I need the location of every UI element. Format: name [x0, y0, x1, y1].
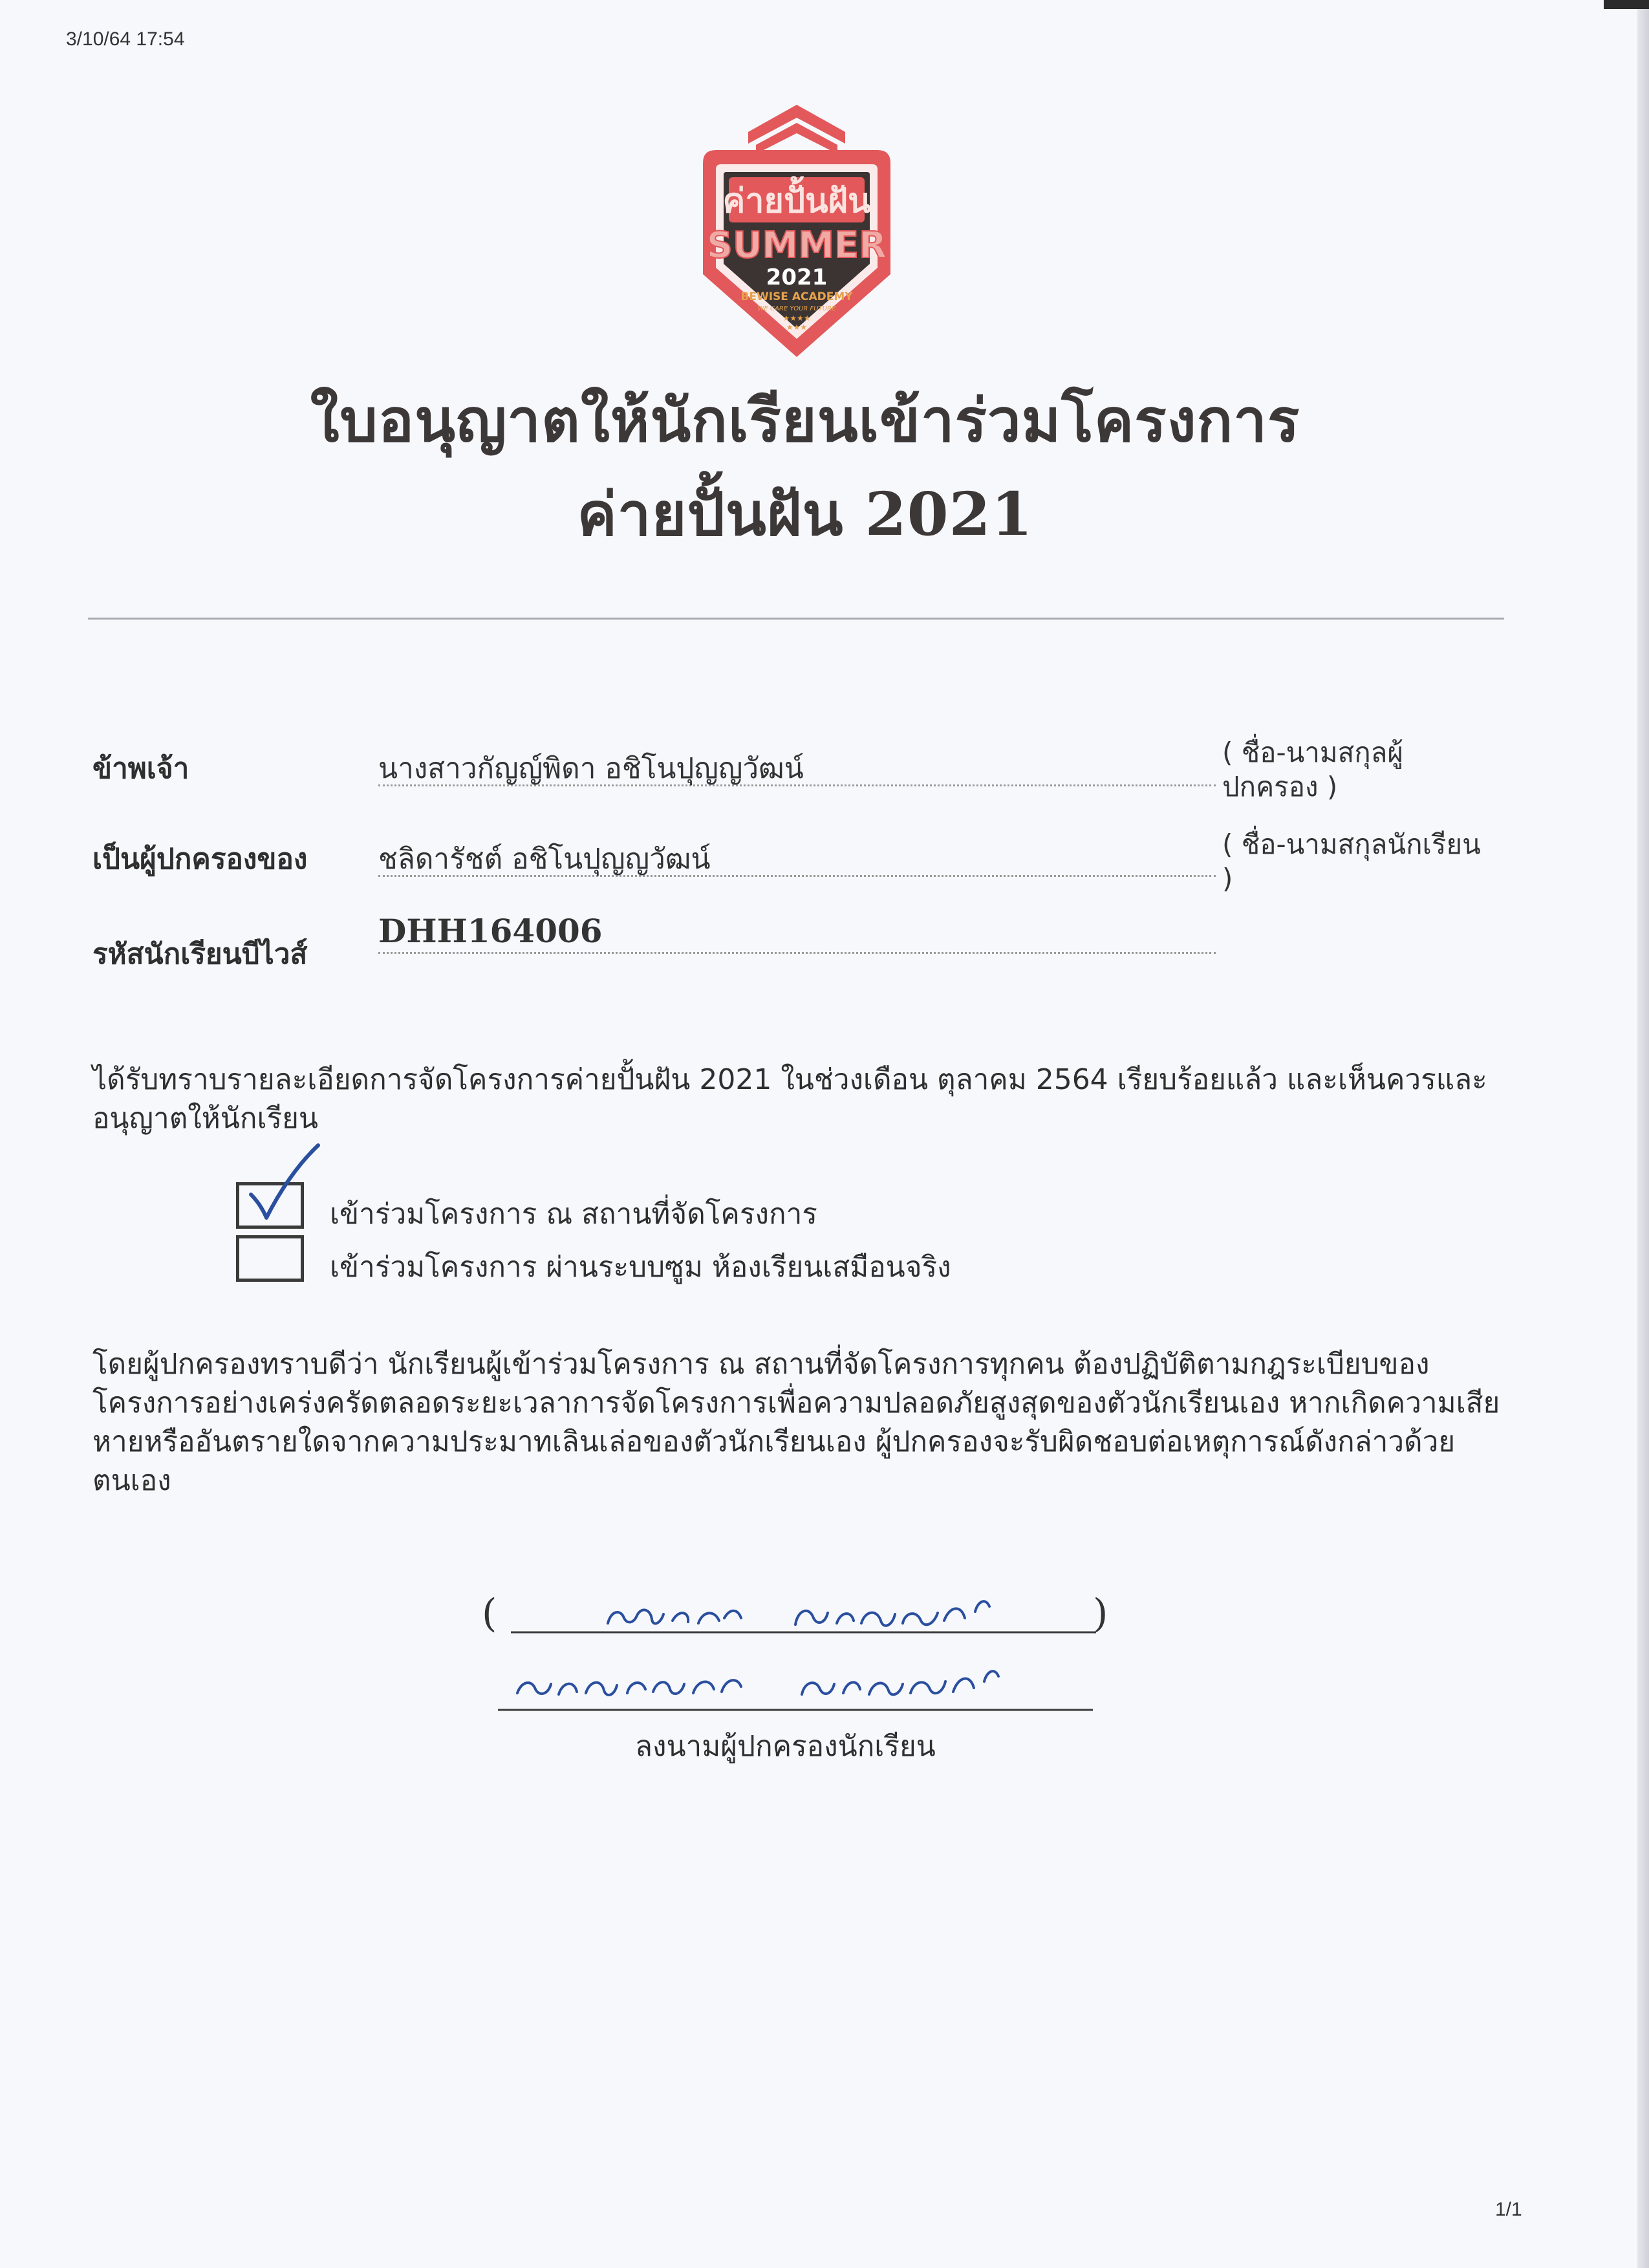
- signature-open-paren: (: [482, 1591, 497, 1636]
- handwritten-signature: [491, 1578, 1112, 1727]
- print-date: 3/10/64 17:54: [66, 28, 185, 50]
- scan-page-edge: [1637, 0, 1649, 2268]
- handwritten-check-icon: [246, 1141, 323, 1232]
- document-subtitle: ค่ายปั้นฝัน 2021: [577, 479, 1033, 549]
- consent-paragraph: ได้รับทราบรายละเอียดการจัดโครงการค่ายปั้นฝัน 2021 ในช่วงเดือน ตุลาคม 2564 เรียบร้อยแล้ว และเห็นควรและอนุญาตให้นักเรียน: [92, 1063, 1487, 1135]
- zoom-option-label: เข้าร่วมโครงการ ผ่านระบบซูม ห้องเรียนเสมือนจริง: [330, 1251, 951, 1284]
- logo-tagline-text: WE CARE YOUR FUTURE: [757, 305, 836, 312]
- guardian-name-field: นางสาวกัญญ์พิดา อชิโนปุญญวัฒน์: [378, 746, 1216, 786]
- signature-caption: ลงนามผู้ปกครองนักเรียน: [635, 1730, 936, 1763]
- logo-roof-icon: [748, 105, 845, 154]
- scan-corner-shadow: [1604, 0, 1649, 9]
- student-code-field: DHH164006: [378, 912, 1216, 954]
- student-note: ( ชื่อ-นามสกุลนักเรียน ): [1222, 828, 1481, 894]
- svg-text:★★★★: ★★★★: [782, 314, 811, 323]
- student-code-label: รหัสนักเรียนบีไวส์: [92, 938, 308, 971]
- logo-stars-icon: [782, 314, 810, 332]
- terms-paragraph: โดยผู้ปกครองทราบดีว่า นักเรียนผู้เข้าร่วมโครงการ ณ สถานที่จัดโครงการทุกคน ต้องปฏิบัติตามกฎระเบียบของโครงการอย่างเคร่งครัดตลอดระยะเวลาการจัดโครงการเพื่อความปลอดภัยสูงสุดของตัวนักเรียนเอง หากเกิดความเสียหายหรืออันตรายใดจากความประมาทเลินเล่อของตัวนักเรียนเอง ผู้ปกครองจะรับผิดชอบต่อเหตุการณ์ดังกล่าวด้วยตนเอง: [92, 1348, 1500, 1497]
- page-number: 1/1: [1495, 2199, 1522, 2220]
- onsite-option-label: เข้าร่วมโครงการ ณ สถานที่จัดโครงการ: [330, 1198, 817, 1231]
- guardian-note: ( ชื่อ-นามสกุลผู้ปกครอง ): [1222, 737, 1404, 803]
- student-label: เป็นผู้ปกครองของ: [92, 843, 308, 876]
- student-name-field: ชลิดารัชต์ อชิโนปุญญวัฒน์: [378, 836, 1216, 877]
- logo-year-text: 2021: [766, 265, 828, 290]
- logo-summer-text: SUMMER: [706, 224, 887, 266]
- logo-brand-text: BEWISE ACADEMY: [740, 290, 853, 303]
- signature-close-paren: ): [1093, 1591, 1108, 1636]
- logo-thai-text: ค่ายปั้นฝัน: [722, 182, 871, 221]
- svg-text:★★★: ★★★: [786, 323, 808, 332]
- camp-logo: [690, 105, 903, 362]
- zoom-checkbox: [236, 1235, 304, 1282]
- guardian-label: ข้าพเจ้า: [92, 752, 189, 785]
- document-title: ใบอนุญาตให้นักเรียนเข้าร่วมโครงการ: [310, 385, 1300, 455]
- title-divider: [88, 618, 1504, 620]
